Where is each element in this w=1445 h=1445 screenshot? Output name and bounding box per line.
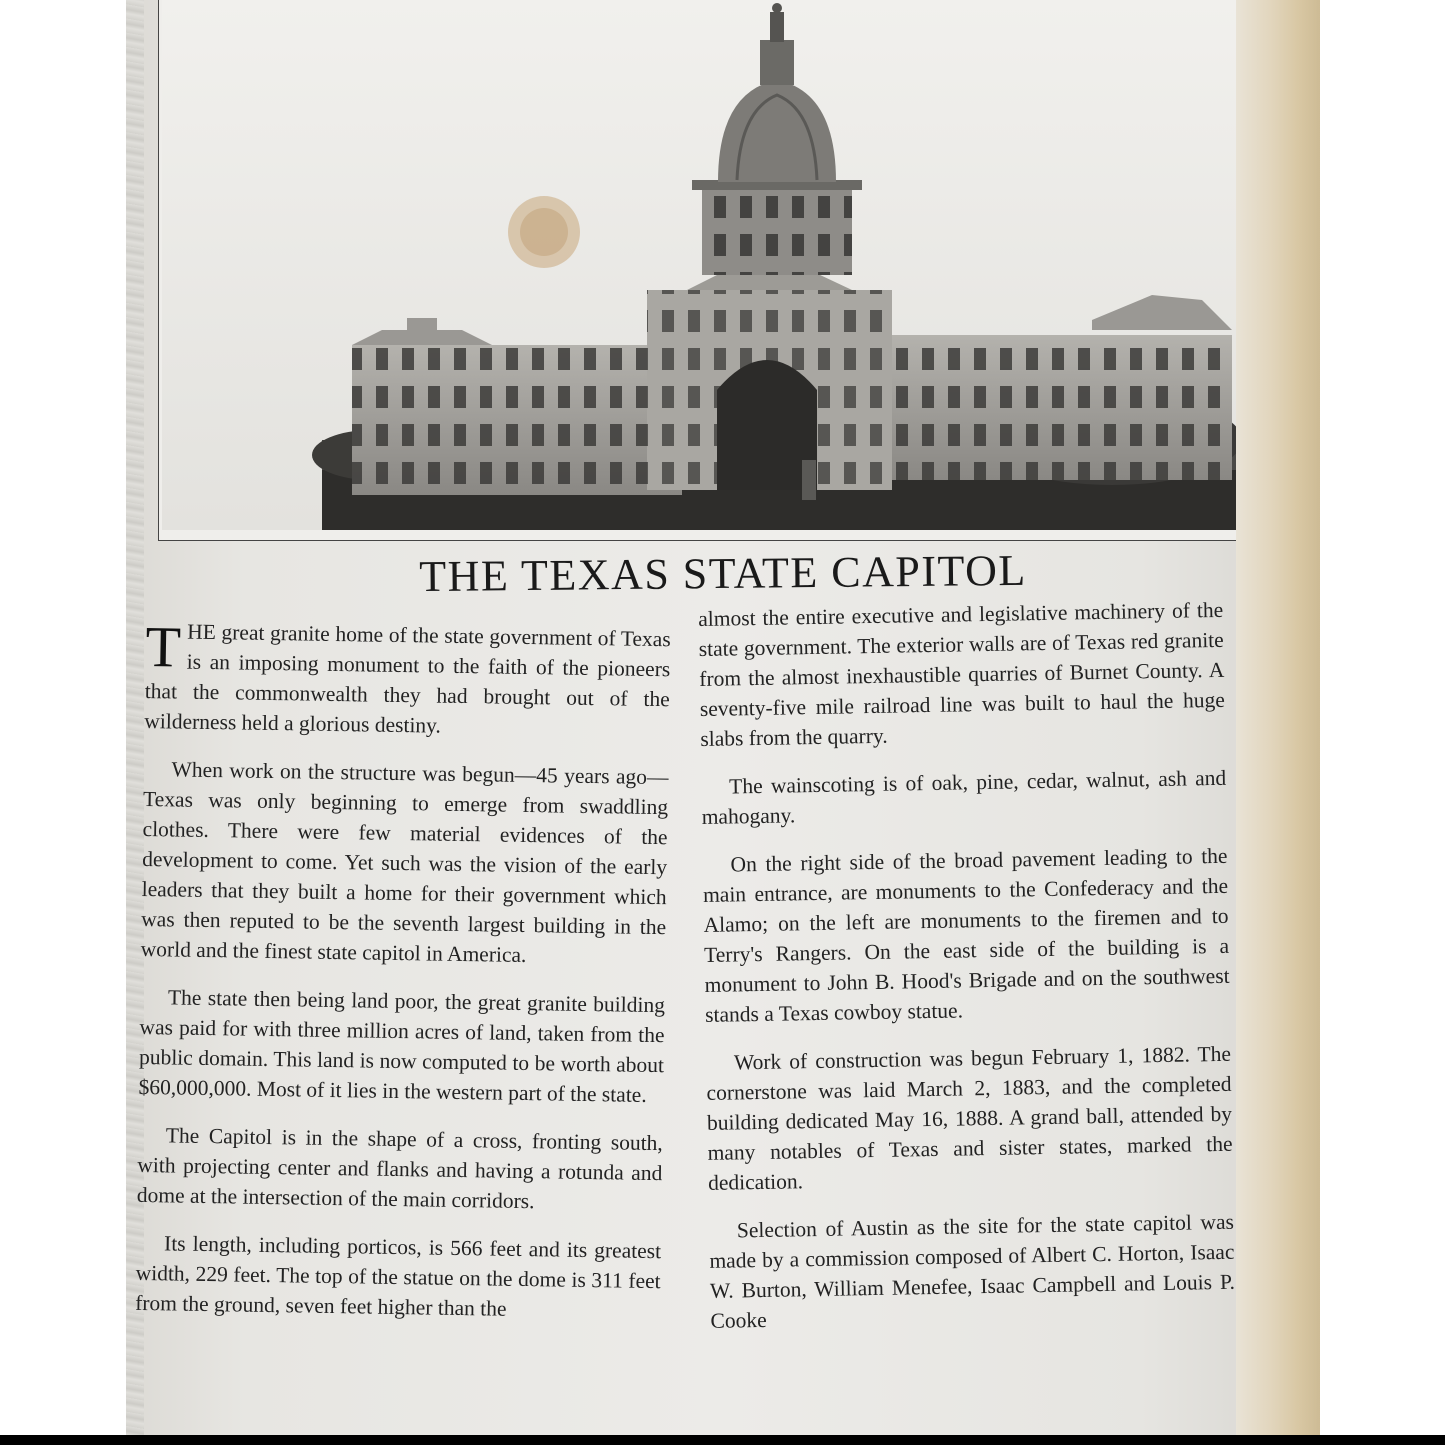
drop-cap: T xyxy=(145,614,182,680)
paragraph: Work of construction was begun February 1, 1882. The cornerstone was laid March 2, 1883, and the completed building dedicated May 16, 1888. A grand ball, attended by many notables of Texas and sister states, marked the dedication. xyxy=(706,1041,1233,1195)
paragraph: Selection of Austin as the site for the state capitol was made by a commission composed of Albert C. Horton, Isaac W. Burton, William Menefee, Isaac Campbell and Louis P. Cooke xyxy=(709,1209,1236,1333)
paragraph: almost the entire executive and legislative machinery of the state government. The exterior walls are of Texas red granite from the almost inexhaustible quarries of Burnet County. A seventy-five mile railroad line was built to haul the huge slabs from the quarry. xyxy=(698,597,1225,751)
paragraph: The Capitol is in the shape of a cross, fronting south, with projecting center and flanks and having a rotunda and dome at the intersection of the main corridors. xyxy=(136,1123,663,1214)
paragraph: On the right side of the broad pavement leading to the main entrance, are monuments to the Confederacy and the Alamo; on the left are monuments to the firemen and to Terry's Rangers. On the east side of the building is a monument to John B. Hood's Brigade and on the southwest stands a Texas cowboy statue. xyxy=(702,843,1230,1027)
left-text-column xyxy=(135,616,671,1344)
bottom-border-bar xyxy=(0,1435,1445,1445)
article-title: THE TEXAS STATE CAPITOL xyxy=(419,545,1027,602)
paragraph: The state then being land poor, the great granite building was paid for with three million acres of land, taken from the public domain. This land is now computed to be worth about $60,000,000. Most of it lies in the western part of the state. xyxy=(138,985,666,1107)
book-page xyxy=(126,0,1320,1440)
paragraph-text: HE great granite home of the state government of Texas is an imposing monument to the faith of the pioneers that the commonwealth they had brought out of the wilderness held a glorious destiny. xyxy=(144,619,671,738)
paragraph xyxy=(144,616,671,744)
right-text-column xyxy=(698,595,1236,1354)
page-edge xyxy=(1236,0,1320,1440)
capitol-photograph xyxy=(162,0,1278,530)
paragraph: Its length, including porticos, is 566 feet and its greatest width, 229 feet. The top of the statue on the dome is 311 feet from the ground, seven feet higher than the xyxy=(135,1231,662,1321)
paragraph: When work on the structure was begun—45 years ago—Texas was only beginning to emerge from swaddling clothes. There were few material evidences of the development to come. Yet such was the vision of the early leaders that they built a home for their government which was then reputed to be the seventh largest building in the world and the finest state capitol in America. xyxy=(140,757,669,968)
paragraph: The wainscoting is of oak, pine, cedar, walnut, ash and mahogany. xyxy=(701,765,1227,829)
